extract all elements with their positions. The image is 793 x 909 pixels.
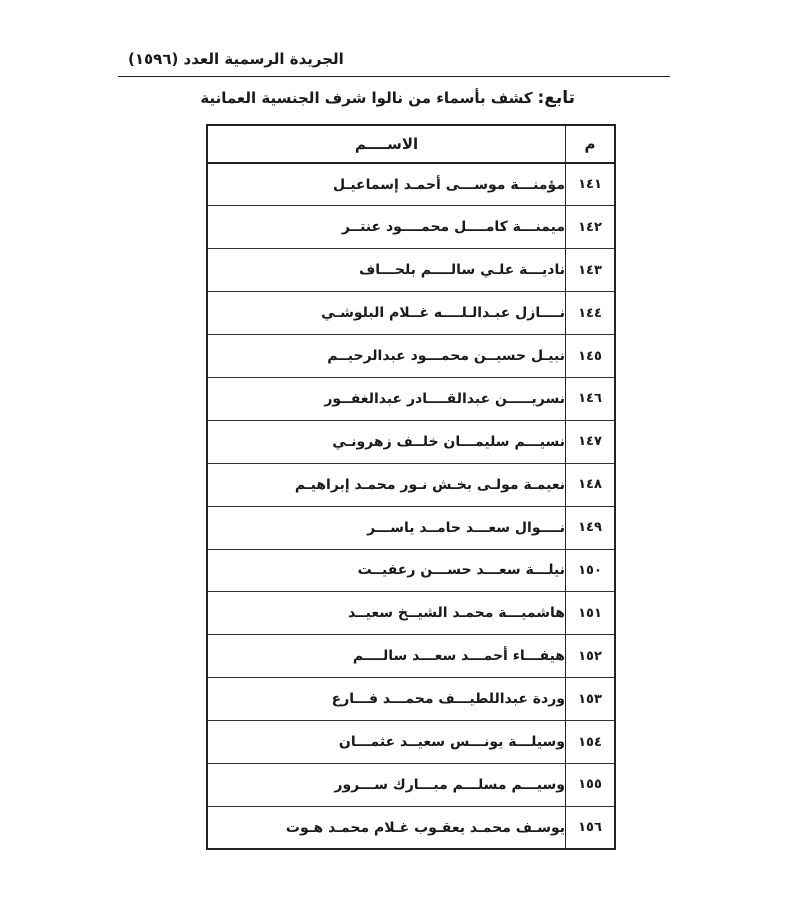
row-name: نيلـــة سعـــد حســـن رعفيــت (207, 549, 566, 592)
table-row (207, 721, 615, 764)
row-number: ١٤٢ (566, 206, 616, 249)
row-name: نسيـــم سليمـــان خلــف زهرونـي (207, 420, 566, 463)
row-number: ١٥٠ (566, 549, 616, 592)
table-row (207, 249, 615, 292)
row-name: مؤمنـــة موســـى أحمـد إسماعيـل (207, 163, 566, 206)
row-number: ١٥٣ (566, 678, 616, 721)
table-header-row (207, 125, 615, 163)
row-name: نبيـل حسيــن محمـــود عبدالرحيــم (207, 335, 566, 378)
table-row (207, 463, 615, 506)
section-title-text: كشف بأسماء من نالوا شرف الجنسية العمانية (200, 89, 533, 107)
table-row (207, 206, 615, 249)
table-row (207, 678, 615, 721)
row-number: ١٥٦ (566, 806, 616, 849)
row-number: ١٤٨ (566, 463, 616, 506)
row-name: وسيـــم مسلـــم مبـــارك ســـرور (207, 763, 566, 806)
row-number: ١٤٦ (566, 377, 616, 420)
table-row (207, 335, 615, 378)
row-name: نسريـــــن عبدالقــــادر عبدالغفــور (207, 377, 566, 420)
page-header (118, 48, 670, 77)
row-name: ناديـــة علـي سالــــم بلحـــاف (207, 249, 566, 292)
table-row (207, 292, 615, 335)
row-number: ١٤٥ (566, 335, 616, 378)
name-column-header: الاســــم (207, 125, 566, 163)
section-title (200, 88, 575, 108)
table-row (207, 763, 615, 806)
table-row (207, 420, 615, 463)
row-number: ١٤٤ (566, 292, 616, 335)
table-row (207, 806, 615, 849)
row-number: ١٤٣ (566, 249, 616, 292)
row-name: هيفـــاء أحمـــد سعـــد سالــــم (207, 635, 566, 678)
row-name: يوسـف محمـد يعقـوب غـلام محمـد هـوت (207, 806, 566, 849)
table-row (207, 506, 615, 549)
names-table (206, 124, 616, 850)
table-row (207, 592, 615, 635)
number-column-header: م (566, 125, 616, 163)
row-number: ١٥٢ (566, 635, 616, 678)
table-row (207, 549, 615, 592)
row-number: ١٤١ (566, 163, 616, 206)
row-name: نــــازل عبـدالـلــــه غــلام البلوشـي (207, 292, 566, 335)
row-name: ميمنـــة كامــــل محمــــود عنتــر (207, 206, 566, 249)
row-name: نــــوال سعـــد حامــد ياســـر (207, 506, 566, 549)
row-name: وسيلـــة يونـــس سعيــد عثمـــان (207, 721, 566, 764)
table-row (207, 163, 615, 206)
row-number: ١٥٤ (566, 721, 616, 764)
row-number: ١٥١ (566, 592, 616, 635)
table-row (207, 377, 615, 420)
table-row (207, 635, 615, 678)
row-name: نعيمـة مولـى بخـش نـور محمـد إبراهيـم (207, 463, 566, 506)
row-name: هاشميـــة محمـد الشيــخ سعيــد (207, 592, 566, 635)
gazette-title: الجريدة الرسمية العدد (١٥٩٦) (128, 50, 344, 68)
section-title-prefix: تابع: (537, 88, 575, 108)
row-number: ١٤٩ (566, 506, 616, 549)
row-number: ١٥٥ (566, 763, 616, 806)
row-name: وردة عبداللطيـــف محمـــد فـــارع (207, 678, 566, 721)
row-number: ١٤٧ (566, 420, 616, 463)
